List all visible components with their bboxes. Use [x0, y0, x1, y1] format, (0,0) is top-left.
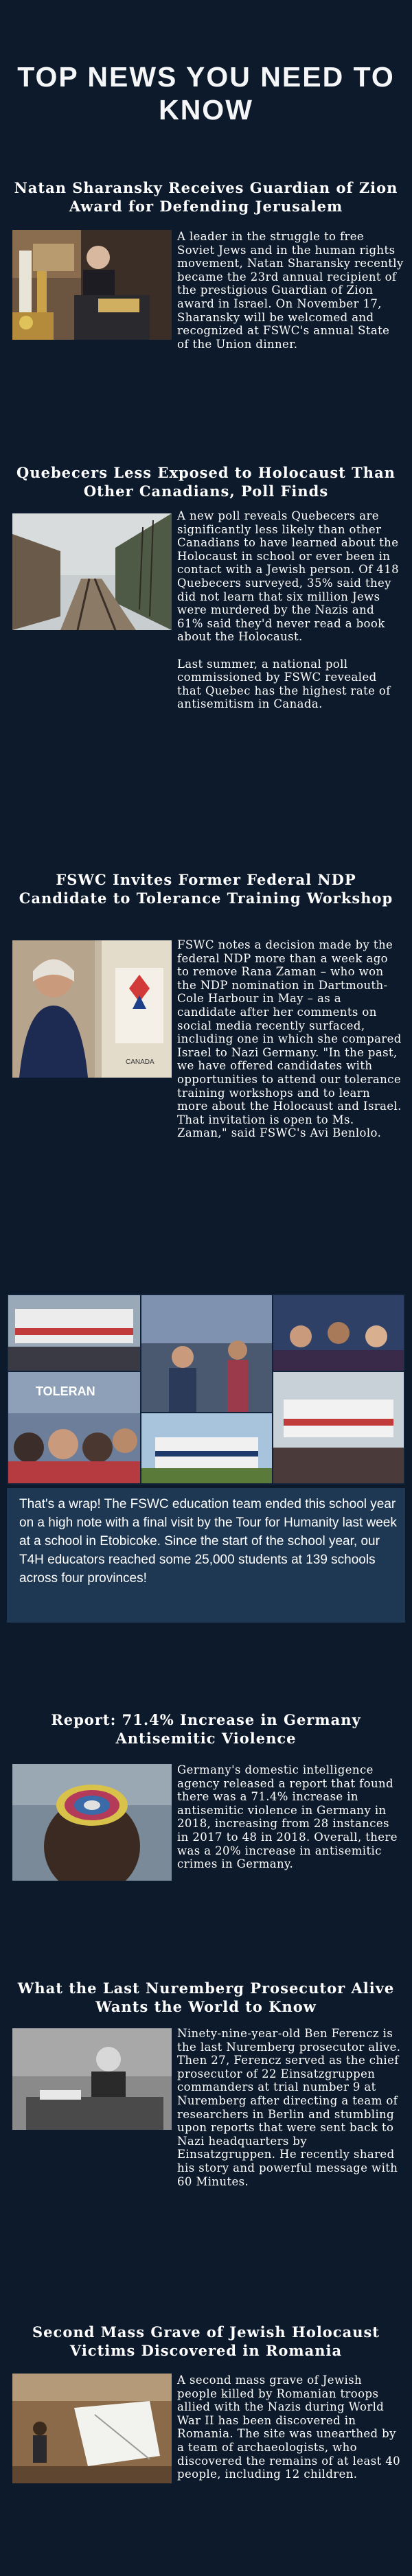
article-body — [177, 2027, 404, 2188]
tour-caption-box — [7, 1488, 405, 1623]
tour-photo-collage — [7, 1294, 405, 1485]
article-title: Report: 71.4% Increase in Germany Antisemitic Violence — [51, 1711, 361, 1747]
photo-sign: CANADA — [126, 1058, 154, 1066]
kippah-photo — [12, 1764, 172, 1881]
mass-grave-photo — [12, 2374, 172, 2483]
collage-photo — [141, 1413, 272, 1483]
zaman-photo — [12, 940, 172, 1078]
article-title: What the Last Nuremberg Prosecutor Alive Wants the World to Know — [17, 1980, 395, 2015]
article-body — [177, 230, 404, 351]
collage-photo — [273, 1295, 404, 1371]
article-body — [177, 1763, 404, 1871]
article-title: FSWC Invites Former Federal NDP Candidate to Tolerance Training Workshop — [19, 871, 393, 907]
article-title: Quebecers Less Exposed to Holocaust Than Other Canadians, Poll Finds — [16, 464, 396, 500]
ferencz-photo — [12, 2028, 172, 2130]
article-body — [177, 509, 404, 711]
article-paragraph: A leader in the struggle to free Soviet Jews and in the human rights movement, Natan Sharansky recently became the 23rd annual recipient of the prestigious Guardian of Zion award in Israel. On November 17, Sharansky will be welcomed and recognized at FSWC's annual State of the Union dinner. — [177, 230, 404, 351]
article-paragraph: Last summer, a national poll commissioned by FSWC revealed that Quebec has the highest rate of antisemitism in Canada. — [177, 657, 391, 711]
article-title: Natan Sharansky Receives Guardian of Zion Award for Defending Jerusalem — [14, 179, 398, 215]
article-paragraph: A second mass grave of Jewish people killed by Romanian troops allied with the Nazis during World War II has been discovered in Romania. The site was unearthed by a team of archaeologists, who discovered the remains of at least 40 people, including 12 children. — [177, 2374, 401, 2481]
railway-photo — [12, 513, 172, 630]
article-paragraph: Ninety-nine-year-old Ben Ferencz is the last Nuremberg prosecutor alive. Then 27, Ferencz served as the chief prosecutor of 22 Einsatzgruppen commanders at trial number 9 at Nuremberg after directing a team of researchers in Berlin and stumbling upon reports that were sent back to Nazi headquarters by Einsatzgruppen. He recently shared his story and powerful message with 60 Minutes. — [177, 2027, 401, 2188]
sharansky-photo — [12, 230, 172, 340]
article-title: Second Mass Grave of Jewish Holocaust Victims Discovered in Romania — [32, 2323, 380, 2359]
collage-photo — [8, 1372, 140, 1483]
article-body — [177, 938, 404, 1140]
article-paragraph: A new poll reveals Quebecers are significantly less likely than other Canadians to have learned about the Holocaust in school or ever been in contact with a Jewish person. Of 418 Quebecers surveyed, 35% said they did not learn that six million Jews were murdered by the Nazis and 61% said they'd never read a book about the Holocaust. — [177, 509, 399, 644]
article-paragraph: Germany's domestic intelligence agency released a report that found there was a 71.4% increase in antisemitic violence in Germany in 2018, increasing from 28 instances in 2017 to 48 in 2018. Overall, there was a 20% increase in antisemitic crimes in Germany. — [177, 1763, 398, 1871]
page-title: TOP NEWS YOU NEED TO KNOW — [17, 61, 395, 126]
collage-photo — [8, 1295, 140, 1371]
article-paragraph: FSWC notes a decision made by the federal NDP more than a week ago to remove Rana Zaman – who won the NDP nomination in Dartmouth-Cole Harbour in May – as a candidate after her comments on social media recently surfaced, including one in which she compared Israel to Nazi Germany. "In the past, we have offered candidates with opportunities to attend our tolerance training workshops and to learn more about the Holocaust and Israel. That invitation is open to Ms. Zaman," said FSWC's Avi Benlolo. — [177, 938, 402, 1140]
collage-photo — [141, 1295, 272, 1412]
collage-sign-text: TOLERAN — [36, 1384, 95, 1398]
collage-photo — [273, 1372, 404, 1483]
tour-caption: That's a wrap! The FSWC education team ended this school year on a high note with a final visit by the Tour for Humanity last week at a school in Etobicoke. Since the start of the school year, our T4H educators reached some 25,000 students at 139 schools across four provinces! — [19, 1497, 397, 1586]
article-body — [177, 2374, 404, 2481]
